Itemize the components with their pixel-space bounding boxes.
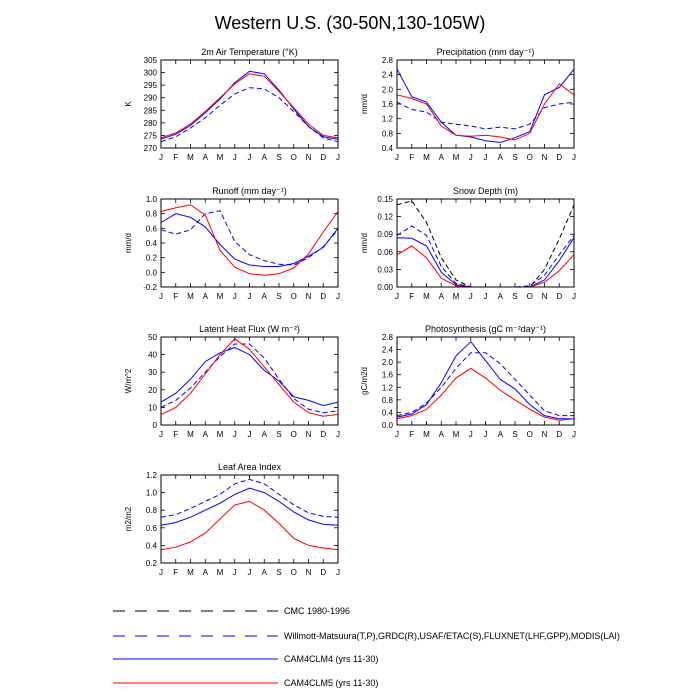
x-tick-label: F xyxy=(409,153,415,162)
x-tick-label: A xyxy=(202,153,208,162)
x-tick-label: J xyxy=(159,153,163,162)
series-line-clm4 xyxy=(161,348,338,406)
x-tick-label: O xyxy=(290,153,297,162)
x-tick-label: N xyxy=(541,292,548,301)
x-tick-label: A xyxy=(261,568,267,577)
panel-title: Runoff (mm day⁻¹) xyxy=(212,186,287,196)
x-tick-label: F xyxy=(409,292,415,301)
x-tick-label: D xyxy=(556,430,563,439)
y-tick-label: 10 xyxy=(148,403,157,413)
legend-label: CMC 1980-1996 xyxy=(284,606,351,616)
y-tick-label: 2.0 xyxy=(381,358,393,368)
y-tick-label: 0 xyxy=(152,421,157,430)
y-tick-label: 0.4 xyxy=(145,239,157,248)
y-tick-label: 300 xyxy=(143,68,157,78)
x-tick-label: J xyxy=(336,568,340,577)
x-tick-label: M xyxy=(452,430,460,439)
x-tick-label: O xyxy=(290,292,297,301)
panel-title: Precipitation (mm day⁻¹) xyxy=(436,47,535,57)
y-tick-label: 1.0 xyxy=(145,488,157,498)
x-tick-label: J xyxy=(232,568,237,577)
y-tick-label: 1.2 xyxy=(145,471,157,480)
y-tick-label: 20 xyxy=(148,385,157,395)
x-tick-label: A xyxy=(438,292,444,301)
y-tick-label: 0.03 xyxy=(377,265,393,275)
y-tick-label: 0.4 xyxy=(381,144,393,153)
series-line-obs xyxy=(161,211,338,265)
x-tick-label: J xyxy=(395,153,399,162)
y-tick-label: 0.8 xyxy=(145,209,157,219)
x-tick-label: M xyxy=(216,568,224,577)
panel-3 xyxy=(124,186,340,301)
panels xyxy=(124,47,576,577)
y-tick-label: 0.6 xyxy=(145,523,157,533)
x-tick-label: D xyxy=(320,568,327,577)
x-tick-label: O xyxy=(290,568,297,577)
y-tick-label: 285 xyxy=(143,106,157,116)
panel-4 xyxy=(360,186,576,301)
y-tick-label: 275 xyxy=(143,131,157,141)
y-tick-label: 0.2 xyxy=(145,559,157,568)
x-tick-label: F xyxy=(173,430,179,439)
figure-title: Western U.S. (30-50N,130-105W) xyxy=(214,13,486,33)
series-line-obs xyxy=(397,226,574,287)
y-axis-label: K xyxy=(124,101,133,107)
x-tick-label: M xyxy=(187,568,194,577)
x-tick-label: A xyxy=(261,292,267,301)
y-tick-label: -0.2 xyxy=(143,283,157,292)
series-line-clm4 xyxy=(161,214,338,267)
y-tick-label: 40 xyxy=(148,350,157,360)
x-tick-label: A xyxy=(202,568,208,577)
panel-title: 2m Air Temperature (°K) xyxy=(201,47,298,57)
plot-frame xyxy=(397,199,574,287)
x-tick-label: A xyxy=(261,430,267,439)
y-tick-label: 0.0 xyxy=(381,421,393,430)
y-axis-label: mm/d xyxy=(360,233,369,253)
x-tick-label: F xyxy=(173,153,179,162)
x-tick-label: M xyxy=(452,153,460,162)
y-tick-label: 290 xyxy=(143,93,157,103)
legend-label: CAM4CLM5 (yrs 11-30) xyxy=(284,678,379,688)
x-tick-label: N xyxy=(305,568,312,577)
y-tick-label: 280 xyxy=(143,118,157,128)
x-tick-label: M xyxy=(216,430,224,439)
x-tick-label: J xyxy=(336,292,340,301)
y-tick-label: 1.6 xyxy=(381,100,393,109)
x-tick-label: D xyxy=(320,153,327,162)
x-tick-label: F xyxy=(409,430,415,439)
x-tick-label: S xyxy=(276,153,282,162)
y-tick-label: 0.8 xyxy=(381,129,393,139)
x-tick-label: O xyxy=(526,153,533,162)
x-tick-label: J xyxy=(159,292,163,301)
x-tick-label: M xyxy=(187,430,194,439)
x-tick-label: A xyxy=(202,292,208,301)
y-axis-label: gC/m2d xyxy=(360,366,369,396)
y-tick-label: 1.2 xyxy=(381,114,393,124)
y-tick-label: 0.4 xyxy=(145,541,157,551)
x-tick-label: J xyxy=(572,292,576,301)
y-tick-label: 1.0 xyxy=(145,195,157,204)
panel-title: Leaf Area Index xyxy=(217,462,282,472)
x-tick-label: D xyxy=(320,292,327,301)
x-tick-label: N xyxy=(541,430,548,439)
y-tick-label: 0.8 xyxy=(381,395,393,405)
panel-6 xyxy=(360,324,576,439)
plot-frame xyxy=(161,337,338,425)
x-tick-label: N xyxy=(305,430,312,439)
y-tick-label: 2.0 xyxy=(381,85,393,95)
panel-5 xyxy=(124,324,340,439)
x-tick-label: M xyxy=(187,292,194,301)
x-tick-label: F xyxy=(173,292,179,301)
y-tick-label: 2.8 xyxy=(381,56,393,65)
x-tick-label: O xyxy=(526,430,533,439)
panel-title: Snow Depth (m) xyxy=(452,186,519,196)
x-tick-label: S xyxy=(512,153,518,162)
x-tick-label: J xyxy=(247,292,252,301)
plot-frame xyxy=(161,60,338,148)
x-tick-label: M xyxy=(216,153,224,162)
x-tick-label: J xyxy=(232,430,237,439)
x-tick-label: J xyxy=(483,430,488,439)
panel-1 xyxy=(124,47,340,162)
y-tick-label: 30 xyxy=(148,368,157,378)
x-tick-label: S xyxy=(512,430,518,439)
x-tick-label: J xyxy=(468,292,473,301)
y-tick-label: 270 xyxy=(143,144,157,153)
x-tick-label: J xyxy=(247,568,252,577)
legend-item-obs xyxy=(113,631,620,641)
legend-label: CAM4CLM4 (yrs 11-30) xyxy=(284,654,379,664)
panel-7 xyxy=(124,462,340,577)
y-axis-label: mm/d xyxy=(124,233,133,253)
x-tick-label: F xyxy=(173,568,179,577)
y-tick-label: 0.8 xyxy=(145,506,157,516)
legend-label: Willmott-Matsuura(T,P),GRDC(R),USAF/ETAC(S),FLUXNET(LHF,GPP),MODIS(LAI) xyxy=(284,631,620,641)
y-axis-label: mm/d xyxy=(360,94,369,114)
panel-title: Photosynthesis (gC m⁻²day⁻¹) xyxy=(424,324,547,334)
y-axis-label: m2/m2 xyxy=(124,506,133,532)
x-tick-label: S xyxy=(512,292,518,301)
x-tick-label: S xyxy=(276,430,282,439)
series-line-clm5 xyxy=(397,246,574,287)
y-tick-label: 1.2 xyxy=(381,383,393,393)
x-tick-label: J xyxy=(468,430,473,439)
legend-item-clm4 xyxy=(113,654,378,664)
x-tick-label: J xyxy=(483,153,488,162)
x-tick-label: M xyxy=(423,153,430,162)
x-tick-label: M xyxy=(216,292,224,301)
y-tick-label: 0.09 xyxy=(377,230,393,240)
y-axis-label: W/m^2 xyxy=(124,368,133,394)
y-tick-label: 1.6 xyxy=(381,370,393,380)
x-tick-label: J xyxy=(395,430,399,439)
series-line-clm5 xyxy=(397,368,574,420)
y-tick-label: 2.4 xyxy=(381,345,393,355)
y-tick-label: 295 xyxy=(143,81,157,91)
x-tick-label: S xyxy=(276,292,282,301)
legend-item-cmc xyxy=(113,606,350,616)
y-tick-label: 2.8 xyxy=(381,333,393,342)
series-line-clm5 xyxy=(161,339,338,416)
y-tick-label: 0.15 xyxy=(377,195,393,204)
x-tick-label: J xyxy=(572,430,576,439)
panel-2 xyxy=(360,47,576,162)
x-tick-label: M xyxy=(452,292,460,301)
x-tick-label: J xyxy=(232,153,237,162)
x-tick-label: A xyxy=(438,153,444,162)
x-tick-label: J xyxy=(336,430,340,439)
series-line-obs xyxy=(161,479,338,517)
series-line-clm4 xyxy=(161,488,338,525)
series-line-obs xyxy=(397,102,574,129)
x-tick-label: M xyxy=(187,153,194,162)
x-tick-label: N xyxy=(305,153,312,162)
y-tick-label: 50 xyxy=(148,333,157,342)
x-tick-label: J xyxy=(336,153,340,162)
x-tick-label: M xyxy=(423,430,430,439)
x-tick-label: J xyxy=(159,568,163,577)
y-tick-label: 0.6 xyxy=(145,224,157,234)
y-tick-label: 0.2 xyxy=(145,253,157,263)
x-tick-label: S xyxy=(276,568,282,577)
series-line-obs xyxy=(161,88,338,142)
x-tick-label: D xyxy=(320,430,327,439)
x-tick-label: A xyxy=(438,430,444,439)
x-tick-label: D xyxy=(556,153,563,162)
x-tick-label: A xyxy=(497,292,503,301)
x-tick-label: J xyxy=(247,430,252,439)
x-tick-label: A xyxy=(497,153,503,162)
x-tick-label: J xyxy=(232,292,237,301)
x-tick-label: O xyxy=(526,292,533,301)
x-tick-label: J xyxy=(468,153,473,162)
x-tick-label: J xyxy=(159,430,163,439)
series-line-clm4 xyxy=(397,69,574,142)
legend-item-clm5 xyxy=(113,678,378,688)
x-tick-label: M xyxy=(423,292,430,301)
x-tick-label: N xyxy=(541,153,548,162)
panel-title: Latent Heat Flux (W m⁻²) xyxy=(199,324,300,334)
x-tick-label: J xyxy=(395,292,399,301)
x-tick-label: A xyxy=(497,430,503,439)
x-tick-label: A xyxy=(202,430,208,439)
x-tick-label: O xyxy=(290,430,297,439)
y-tick-label: 0.12 xyxy=(377,212,393,222)
x-tick-label: A xyxy=(261,153,267,162)
y-tick-label: 0.06 xyxy=(377,247,393,257)
series-line-clm5 xyxy=(161,501,338,549)
y-tick-label: 0.00 xyxy=(377,283,393,292)
x-tick-label: J xyxy=(247,153,252,162)
x-tick-label: D xyxy=(556,292,563,301)
x-tick-label: N xyxy=(305,292,312,301)
x-tick-label: J xyxy=(572,153,576,162)
y-tick-label: 0.0 xyxy=(145,268,157,278)
y-tick-label: 2.4 xyxy=(381,70,393,80)
legend xyxy=(113,606,620,688)
series-line-clm4 xyxy=(161,71,338,139)
y-tick-label: 305 xyxy=(143,56,157,65)
y-tick-label: 0.4 xyxy=(381,408,393,418)
x-tick-label: J xyxy=(483,292,488,301)
